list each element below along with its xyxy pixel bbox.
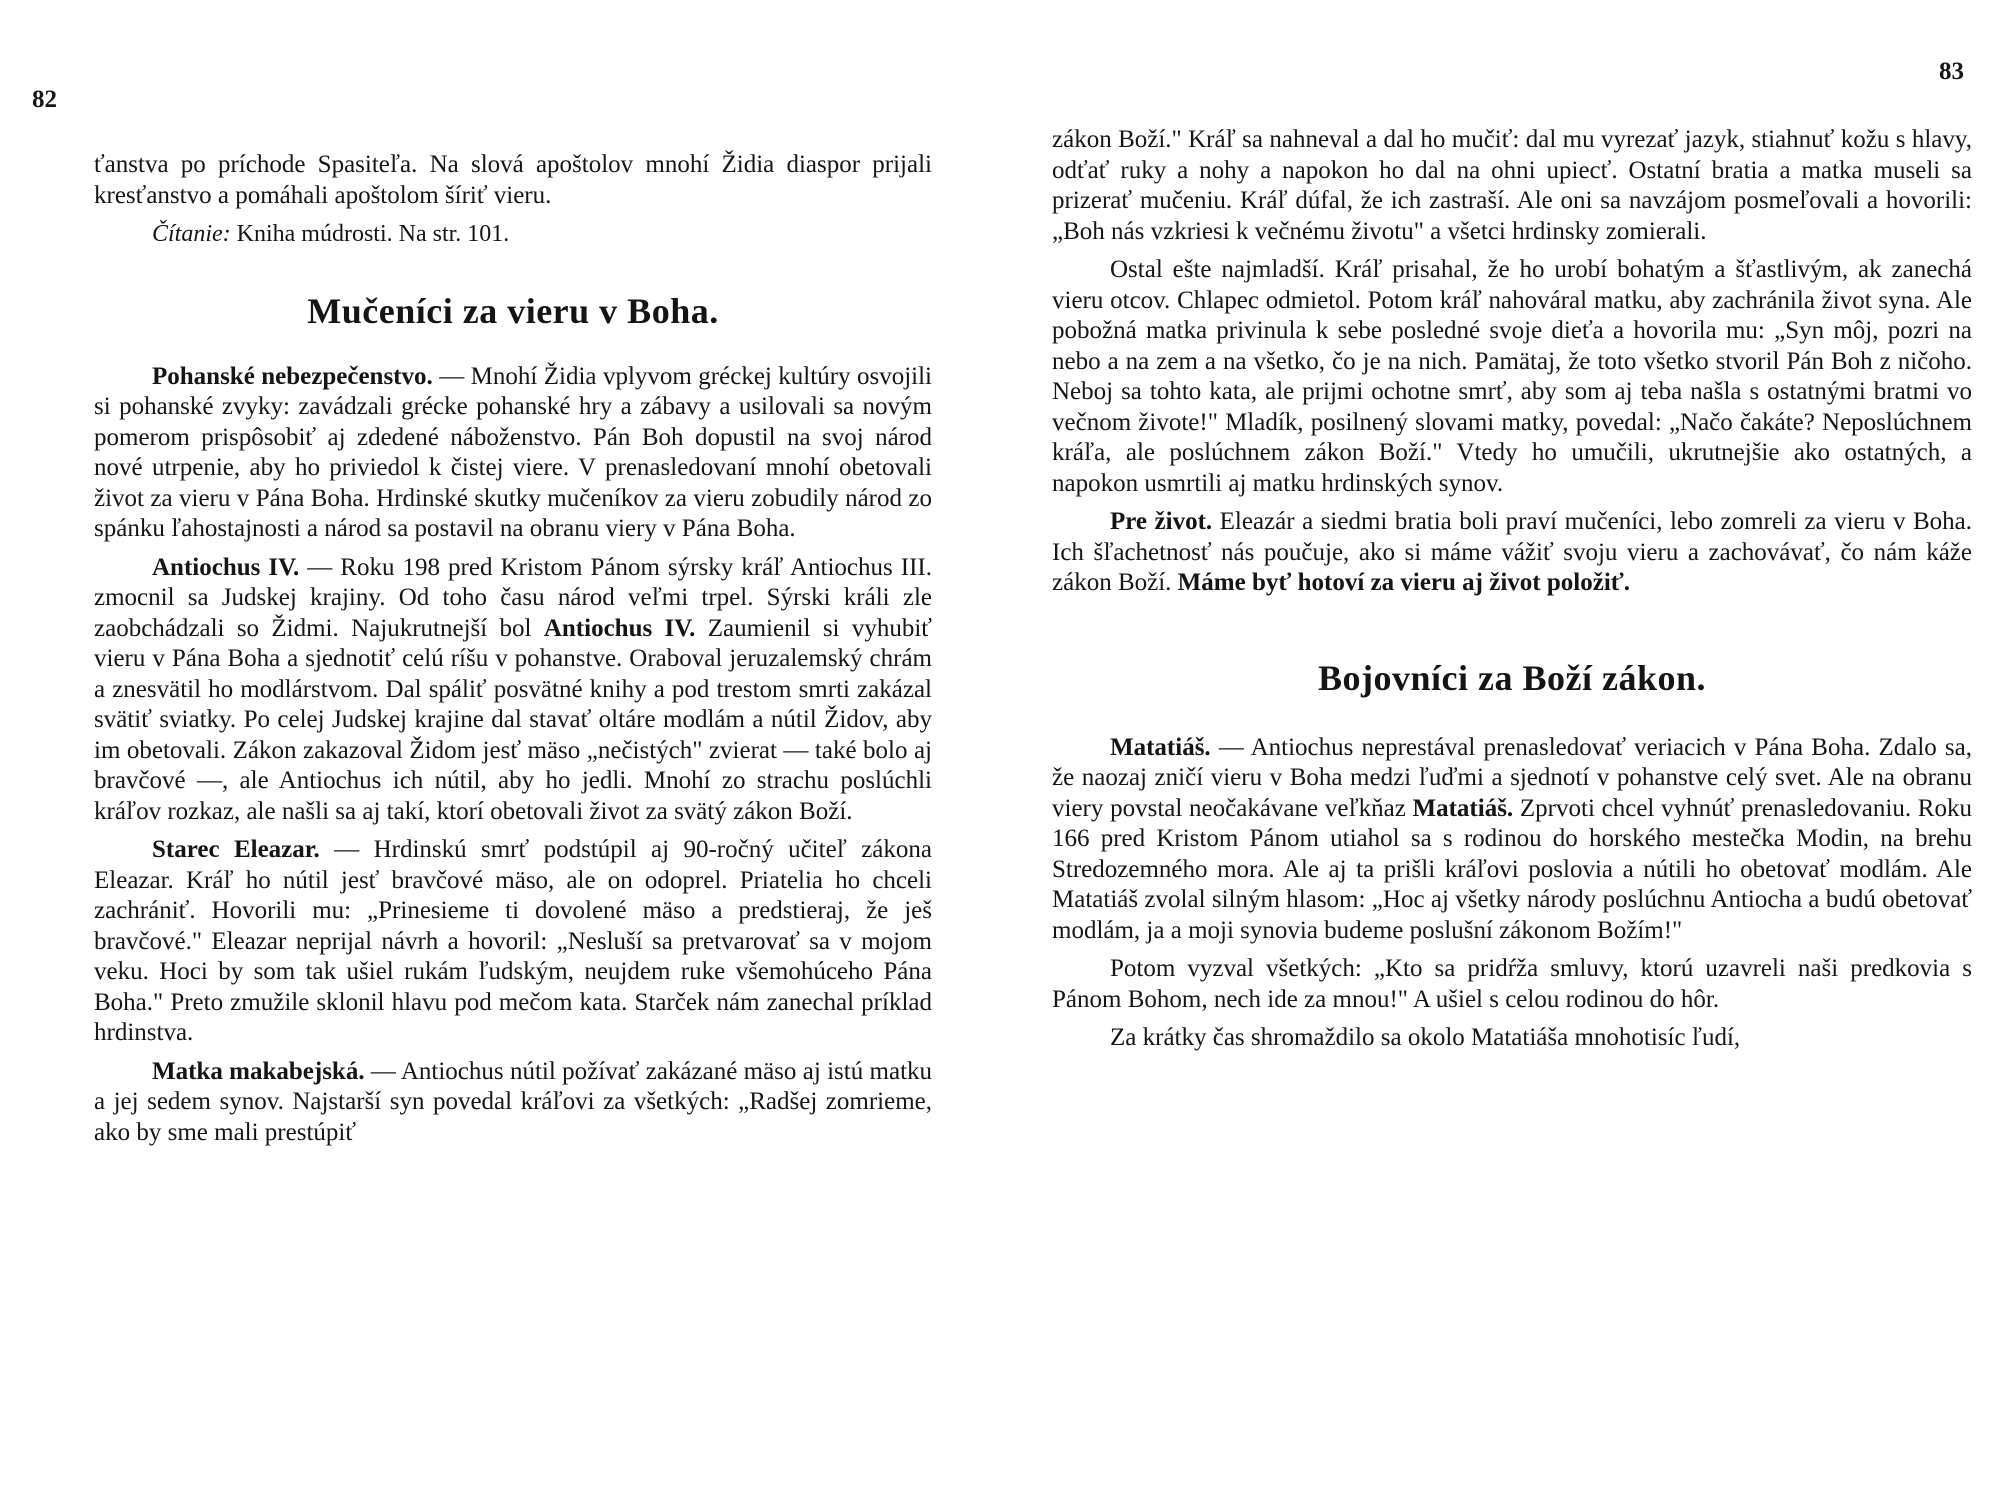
- right-page-text: [1052, 125, 1972, 1062]
- paragraph-matathias: [1052, 733, 1972, 947]
- left-page-number: 82: [32, 86, 57, 113]
- paragraph-text: — Roku 198 pred Kristom Pánom sýrsky kráľ Antiochus III. zmocnil sa Judskej krajiny. Od toho času národ veľmi trpel. Sýrski králi zle zaobchádzali so Židmi. Najukrutnejší bol: [94, 553, 932, 642]
- paragraph-eleazar: [94, 835, 932, 1049]
- paragraph-text: — Hrdinskú smrť podstúpil aj 90-ročný učiteľ zákona Eleazar. Kráľ ho nútil jesť bravčové mäso, ale on odoprel. Priatelia ho chceli zachrániť. Hovorili mu: „Prinesieme ti dovolené mäso a predstieraj, že ješ bravčové." Eleazar neprijal návrh a hovoril: „Nesluší sa pretvarovať sa v mojom veku. Hoci by som tak ušiel rukám ľudským, neujdem ruke všemohúceho Pána Boha." Preto zmužile sklonil hlavu pod mečom kata. Starček nám zanechal príklad hrdinstva.: [94, 836, 932, 1046]
- right-page: [1052, 0, 1972, 1500]
- paragraph-emphasis: Máme byť hotoví za vieru aj život položiť.: [1177, 569, 1631, 596]
- reading-reference: [94, 219, 932, 250]
- paragraph-pagan-danger: [94, 362, 932, 545]
- intro-paragraph: ťanstva po príchode Spasiteľa. Na slová apoštolov mnohí Židia diaspor prijali kresťanstvo a pomáhali apoštolom šíriť vieru.: [94, 151, 932, 209]
- paragraph-emphasis: Antiochus IV.: [543, 614, 696, 642]
- paragraph-text: — Antiochus neprestával prenasledovať veriacich v Pána Boha. Zdalo sa, že naozaj zničí vieru v Boha medzi ľuďmi a sjednotí v pohanstve celý svet. Ale na obranu viery povstal neočakávane veľkňaz: [1052, 733, 1972, 822]
- paragraph-lead: Antiochus IV.: [152, 553, 300, 581]
- right-page-number: 83: [1939, 58, 1964, 85]
- paragraph-lead: Pre život.: [1110, 508, 1213, 535]
- left-page: [32, 0, 932, 1500]
- paragraph-for-life: [1052, 507, 1972, 599]
- paragraph-call-to-follow: Potom vyzval všetkých: „Kto sa pridŕža smluvy, ktorú uzavreli naši predkovia s Pánom Bohom, nech ide za mnou!" A ušiel s celou rodinou do hôr.: [1052, 955, 1972, 1013]
- section-title-martyrs: Mučeníci za vieru v Boha.: [307, 290, 719, 331]
- paragraph-continuation: zákon Boží." Kráľ sa nahneval a dal ho mučiť: dal mu vyrezať jazyk, stiahnuť kožu s hlavy, odťať ruky a nohy a napokon ho dal na ohni upiecť. Ostatní bratia a matka museli sa prizerať mučeniu. Kráľ dúfal, že ich zastraší. Ale oni sa navzájom posmeľovali a hovorili: „Boh nás vzkriesi k večnému životu" a všetci hrdinsky zomierali.: [1052, 126, 1972, 245]
- paragraph-lead: Pohanské nebezpečenstvo.: [152, 362, 433, 390]
- section-title-fighters: Bojovníci za Boží zákon.: [1318, 657, 1706, 698]
- paragraph-emphasis: Matatiáš.: [1412, 794, 1514, 822]
- paragraph-lead: Starec Eleazar.: [152, 836, 320, 863]
- left-page-text: [94, 150, 932, 1156]
- paragraph-youngest-son: Ostal ešte najmladší. Kráľ prisahal, že ho urobí bohatým a šťastlivým, ak zanechá vieru otcov. Chlapec odmietol. Potom kráľ nahováral matku, aby zachránila život syna. Ale pobožná matka privinula k sebe posledné svoje dieťa a hovorila mu: „Syn môj, pozri na nebo a na zem a na všetko, čo je na nich. Pamätaj, že toto všetko stvoril Pán Boh z ničoho. Neboj sa tohto kata, ale prijmi ochotne smrť, aby som aj teba našla s ostatnými bratmi vo večnom živote!" Mladík, posilnený slovami matky, povedal: „Načo čakáte? Neposlúchnem kráľa, ale poslúchnem zákon Boží." Vtedy ho umučili, ukrutnejšie ako ostatných, a napokon usmrtili aj matku hrdinských synov.: [1052, 256, 1972, 497]
- reading-label: Čítanie:: [152, 221, 231, 247]
- paragraph-lead: Matka makabejská.: [152, 1057, 365, 1085]
- paragraph-maccabean-mother: [94, 1057, 932, 1149]
- paragraph-gathering: Za krátky čas shromaždilo sa okolo Matatiáša mnohotisíc ľudí,: [1110, 1024, 1741, 1051]
- paragraph-text: — Antiochus nútil požívať zakázané mäso aj istú matku a jej sedem synov. Najstarší syn povedal kráľovi za všetkých: „Radšej zomrieme, ako by sme mali prestúpiť: [94, 1057, 933, 1146]
- reading-text: Kniha múdrosti. Na str. 101.: [236, 221, 510, 247]
- paragraph-text: Eleazár a siedmi bratia boli praví mučeníci, lebo zomreli za vieru v Boha. Ich šľachetnosť nás poučuje, ako si máme vážiť svoju vieru a zachovávať, čo nám káže zákon Boží.: [1052, 508, 1972, 596]
- paragraph-text: Zaumienil si vyhubiť vieru v Pána Boha a sjednotiť celú ríšu v pohanstve. Oraboval jeruzalemský chrám a znesvätil ho modlárstvom. Dal spáliť posvätné knihy a pod trestom smrti zakázal svätiť sviatky. Po celej Judskej krajine dal stavať oltáre modlám a nútil Židov, aby im obetovali. Zákon zakazoval Židom jesť mäso „nečistých" zvierat — také bolo aj bravčové —, ale Antiochus ich nútil, aby ho jedli. Mnohí zo strachu poslúchli kráľov rozkaz, ale našli sa aj takí, ktorí obetovali život za svätý zákon Boží.: [94, 614, 932, 825]
- paragraph-text: — Mnohí Židia vplyvom gréckej kultúry osvojili si pohanské zvyky: zavádzali grécke pohanské hry a zábavy a usilovali sa novým pomerom prispôsobiť aj zdedené náboženstvo. Pán Boh dopustil na svoj národ nové utrpenie, aby ho priviedol k čistej viere. V prenasledovaní mnohí obetovali život za vieru v Pána Boha. Hrdinské skutky mučeníkov za vieru zobudily národ zo spánku ľahostajnosti a národ sa postavil na obranu viery v Pána Boha.: [94, 362, 932, 542]
- paragraph-lead: Matatiáš.: [1110, 733, 1211, 761]
- paragraph-text: Zprvoti chcel vyhnúť prenasledovaniu. Roku 166 pred Kristom Pánom utiahol sa s rodinou do horského mestečka Modin, na brehu Stredozemného mora. Ale aj ta prišli kráľovi poslovia a nútili ho obetovať modlám. Ale Matatiáš zvolal silným hlasom: „Hoc aj všetky národy poslúchnu Antiocha a budú obetovať modlám, ja a moji synovia budeme poslušní zákonom Božím!": [1052, 794, 1972, 944]
- paragraph-antiochus: [94, 553, 932, 828]
